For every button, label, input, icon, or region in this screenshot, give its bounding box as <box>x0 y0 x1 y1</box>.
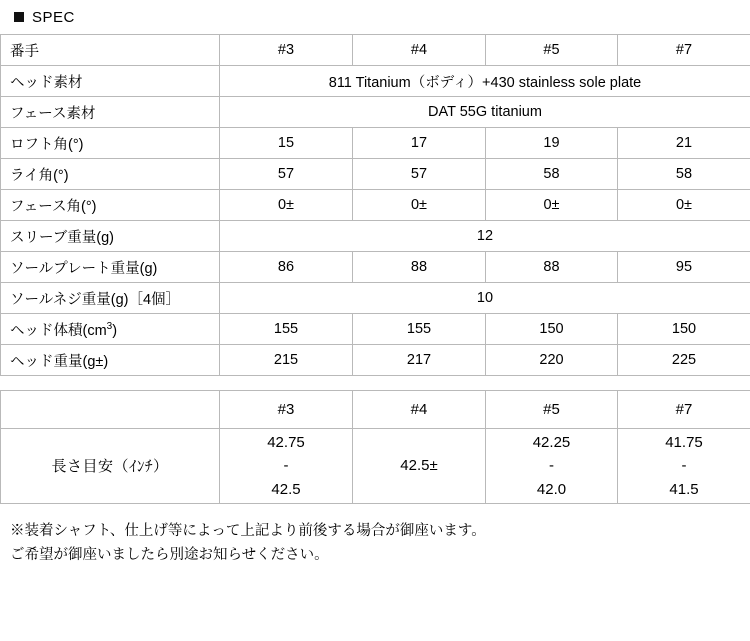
cell-value: 21 <box>618 128 750 159</box>
row-label: ライ角(°) <box>1 159 220 190</box>
table-row <box>1 159 750 190</box>
table-row <box>1 429 750 504</box>
row-label-tail: ) <box>112 322 118 339</box>
cell-value: 155 <box>353 314 486 345</box>
cell-value: 17 <box>353 128 486 159</box>
row-label: スリーブ重量(g) <box>1 221 220 252</box>
length-upper: 42.75 <box>267 434 305 451</box>
cell-value: 86 <box>220 252 353 283</box>
cell-value: 58 <box>618 159 750 190</box>
row-label-superscript: 3 <box>106 320 113 332</box>
cell-value: 0± <box>220 190 353 221</box>
cell-value: 215 <box>220 345 353 376</box>
cell-value: 0± <box>618 190 750 221</box>
row-label: 長さ目安（ｲﾝﾁ） <box>1 429 220 504</box>
row-label: ソールプレート重量(g) <box>1 252 220 283</box>
row-label: フェース角(°) <box>1 190 220 221</box>
cell-value: 88 <box>486 252 618 283</box>
cell-value: 95 <box>618 252 750 283</box>
table-row <box>1 391 750 429</box>
cell-value: #4 <box>353 35 486 66</box>
column-header: #7 <box>618 391 750 429</box>
cell-value: 12 <box>220 221 750 252</box>
table-row <box>1 221 750 252</box>
table-row <box>1 252 750 283</box>
cell-value: #5 <box>486 35 618 66</box>
length-dash: - <box>681 457 687 475</box>
cell-value: 150 <box>486 314 618 345</box>
spec-heading <box>0 0 750 34</box>
cell-value: 155 <box>220 314 353 345</box>
table-row <box>1 97 750 128</box>
cell-value: 57 <box>220 159 353 190</box>
row-label: ヘッド素材 <box>1 66 220 97</box>
spec-table <box>0 34 750 376</box>
cell-value: 10 <box>220 283 750 314</box>
length-lower: 41.5 <box>669 480 699 498</box>
table-row <box>1 66 750 97</box>
cell-value: 220 <box>486 345 618 376</box>
column-header: #4 <box>353 391 486 429</box>
note-line: ご希望が御座いましたら別途お知らせください。 <box>10 546 329 563</box>
row-label: フェース素材 <box>1 97 220 128</box>
cell-value: 57 <box>353 159 486 190</box>
row-label <box>1 314 220 345</box>
length-lower: 42.5 <box>271 480 301 498</box>
cell-value: DAT 55G titanium <box>220 97 750 128</box>
length-dash: - <box>549 457 554 475</box>
page-title: SPEC <box>32 8 75 26</box>
row-label: ロフト角(°) <box>1 128 220 159</box>
table-row <box>1 314 750 345</box>
length-dash: - <box>283 457 289 475</box>
square-bullet-icon <box>14 12 24 22</box>
length-single: 42.5± <box>400 457 438 475</box>
table-row <box>1 345 750 376</box>
empty-corner-cell <box>1 391 220 429</box>
row-label-text: ヘッド体積(cm <box>10 322 107 339</box>
length-table <box>0 390 750 504</box>
cell-value: 19 <box>486 128 618 159</box>
cell-value: 150 <box>618 314 750 345</box>
cell-value <box>618 429 750 504</box>
cell-value: #3 <box>220 35 353 66</box>
column-header: #3 <box>220 391 353 429</box>
notes-block <box>0 504 750 568</box>
cell-value: 811 Titanium（ボディ）+430 stainless sole plate <box>220 66 750 97</box>
row-label: ソールネジ重量(g)［4個］ <box>1 283 220 314</box>
cell-value <box>353 429 486 504</box>
length-upper: 42.25 <box>532 434 571 451</box>
note-line: ※装着シャフト、仕上げ等によって上記より前後する場合が御座います。 <box>10 522 486 539</box>
table-row <box>1 283 750 314</box>
cell-value: 0± <box>486 190 618 221</box>
table-row <box>1 128 750 159</box>
table-row <box>1 190 750 221</box>
cell-value: #7 <box>618 35 750 66</box>
cell-value: 15 <box>220 128 353 159</box>
cell-value: 58 <box>486 159 618 190</box>
cell-value: 0± <box>353 190 486 221</box>
table-row <box>1 35 750 66</box>
length-upper: 41.75 <box>665 434 703 451</box>
cell-value: 217 <box>353 345 486 376</box>
cell-value: 225 <box>618 345 750 376</box>
cell-value: 88 <box>353 252 486 283</box>
row-label: ヘッド重量(g±) <box>1 345 220 376</box>
row-label: 番手 <box>1 35 220 66</box>
cell-value <box>486 429 618 504</box>
cell-value <box>220 429 353 504</box>
column-header: #5 <box>486 391 618 429</box>
length-lower: 42.0 <box>536 480 567 498</box>
